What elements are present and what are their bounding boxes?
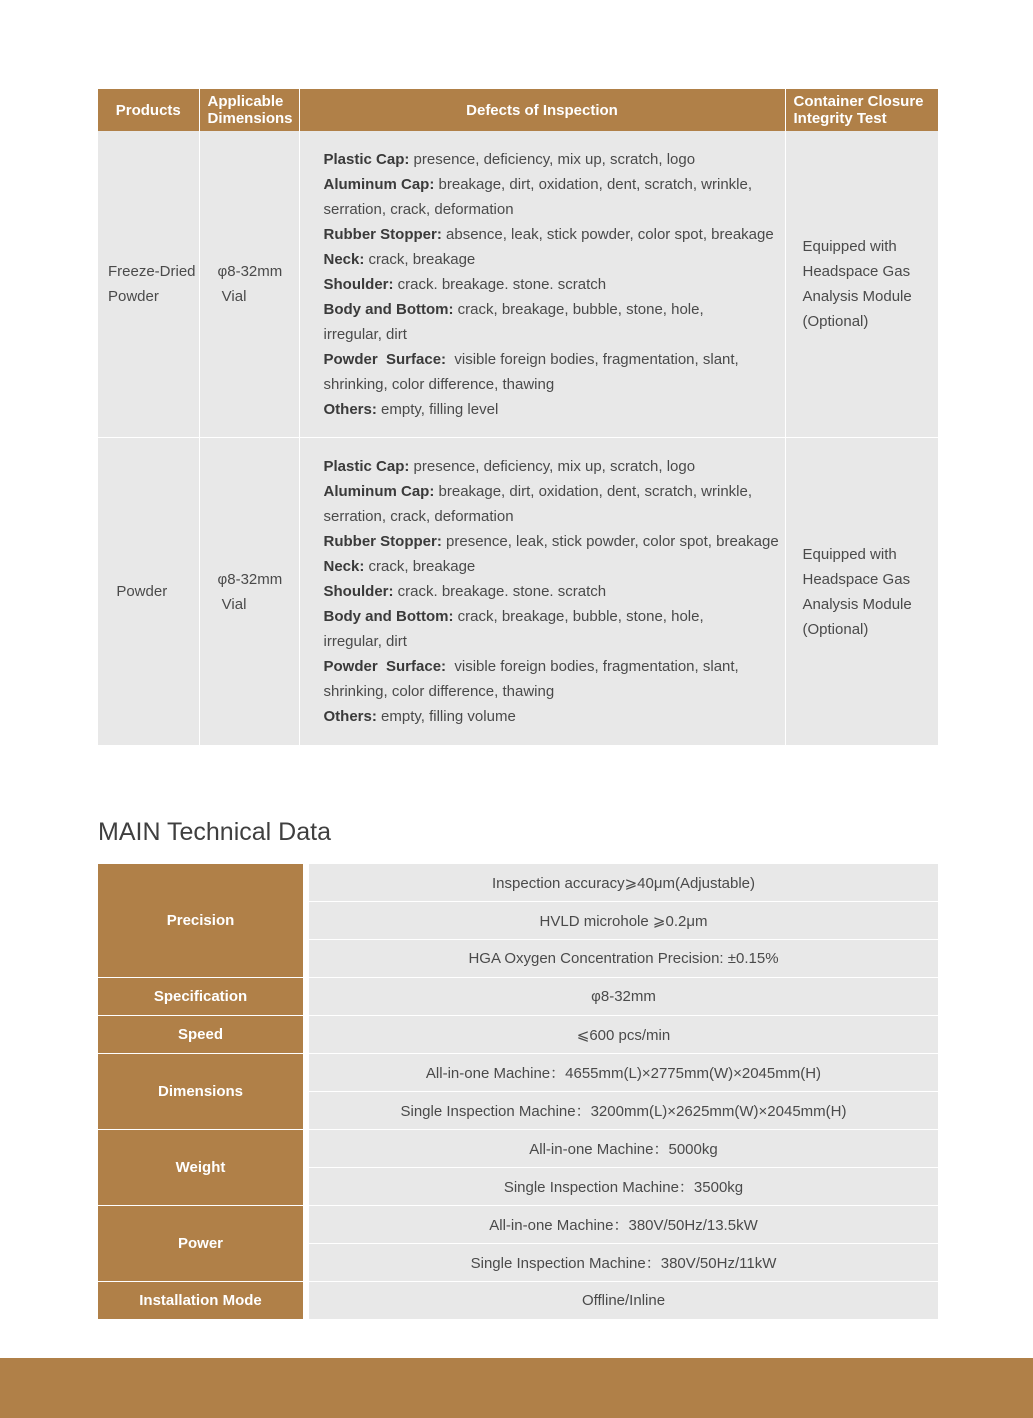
- cci-line: Equipped with: [802, 238, 897, 255]
- defect-label: Powder Surface:: [323, 350, 447, 368]
- dimension-line: Vial: [217, 595, 247, 613]
- defect-line: [324, 247, 775, 272]
- spec-values: [309, 1206, 938, 1281]
- spec-group: [98, 1016, 938, 1054]
- defect-text: empty, filling level: [376, 400, 499, 418]
- spec-label: Weight: [98, 1130, 303, 1205]
- defects-cell: [299, 131, 785, 438]
- inspection-row: [98, 438, 938, 746]
- dimension-line: Vial: [217, 288, 247, 305]
- defect-line: [324, 629, 775, 654]
- defect-line: [324, 504, 775, 529]
- defect-text: breakage, dirt, oxidation, dent, scratch, wrinkle,: [434, 483, 753, 500]
- defect-label: Others:: [323, 400, 377, 418]
- defect-label: Others:: [323, 708, 377, 725]
- cci-line: (Optional): [802, 313, 869, 330]
- dimension-cell: [199, 131, 299, 438]
- cci-cell: [785, 438, 938, 746]
- defect-text: irregular, dirt: [323, 325, 407, 343]
- defect-text: crack. breakage. stone. scratch: [393, 583, 607, 600]
- defects-cell: [299, 438, 785, 746]
- cci-cell: [785, 131, 938, 438]
- spec-value: Single Inspection Machine：3200mm(L)×2625mm(W)×2045mm(H): [309, 1092, 938, 1129]
- defect-line: [323, 529, 779, 554]
- dimension-line: φ8-32mm: [217, 263, 283, 280]
- spec-group: [98, 1054, 938, 1130]
- product-line: Powder: [108, 583, 168, 600]
- spec-value: HVLD microhole ⩾0.2μm: [309, 902, 938, 940]
- defect-label: Rubber Stopper:: [323, 533, 442, 550]
- defect-text: empty, filling volume: [376, 708, 516, 725]
- cci-line: Equipped with: [802, 545, 897, 563]
- defect-line: [324, 297, 775, 322]
- defect-text: presence, deficiency, mix up, scratch, logo: [409, 458, 696, 475]
- spec-value: All-in-one Machine：4655mm(L)×2775mm(W)×2045mm(H): [309, 1054, 938, 1092]
- product-line: Freeze-Dried: [108, 263, 196, 280]
- spec-values: [309, 864, 938, 977]
- defect-line: [324, 397, 775, 422]
- spec-label: Precision: [98, 864, 303, 977]
- defect-line: [324, 347, 775, 372]
- defect-text: absence, leak, stick powder, color spot, breakage: [441, 225, 774, 243]
- defect-label: Neck:: [323, 558, 365, 575]
- cci-line: Headspace Gas: [802, 570, 911, 588]
- defect-text: crack, breakage, bubble, stone, hole,: [453, 300, 704, 318]
- defect-text: serration, crack, deformation: [323, 200, 514, 218]
- defect-text: crack, breakage: [364, 250, 476, 268]
- header-products: Products: [98, 89, 199, 131]
- product-cell: [98, 438, 199, 746]
- spec-values: [309, 978, 938, 1015]
- defect-label: Rubber Stopper:: [323, 225, 442, 243]
- defect-text: visible foreign bodies, fragmentation, slant,: [446, 350, 739, 368]
- defect-text: crack. breakage. stone. scratch: [393, 275, 607, 293]
- spec-values: [309, 1130, 938, 1205]
- defect-text: serration, crack, deformation: [323, 508, 514, 525]
- defect-label: Shoulder:: [323, 275, 394, 293]
- inspection-table: [98, 89, 938, 745]
- spec-group: [98, 1282, 938, 1320]
- spec-label: Power: [98, 1206, 303, 1281]
- cci-line: Headspace Gas: [802, 263, 911, 280]
- defect-line: [324, 679, 775, 704]
- defect-label: Neck:: [323, 250, 365, 268]
- spec-value: φ8-32mm: [309, 978, 938, 1015]
- cci-line: (Optional): [802, 620, 869, 638]
- spec-value: All-in-one Machine：5000kg: [309, 1130, 938, 1168]
- defect-text: visible foreign bodies, fragmentation, slant,: [446, 658, 739, 675]
- spec-group: [98, 864, 938, 978]
- defect-line: [324, 654, 775, 679]
- defect-label: Aluminum Cap:: [323, 175, 435, 193]
- spec-label: Dimensions: [98, 1054, 303, 1129]
- spec-label: Specification: [98, 978, 303, 1015]
- defect-text: shrinking, color difference, thawing: [323, 683, 555, 700]
- spec-group: [98, 1206, 938, 1282]
- spec-value: Single Inspection Machine：3500kg: [309, 1168, 938, 1205]
- inspection-header-row: [98, 89, 938, 131]
- spec-value: ⩽600 pcs/min: [309, 1016, 938, 1053]
- defect-line: [324, 147, 775, 172]
- defect-text: irregular, dirt: [323, 633, 407, 650]
- defect-line: [324, 322, 775, 347]
- spec-value: Inspection accuracy⩾40μm(Adjustable): [309, 864, 938, 902]
- technical-data-table: [98, 864, 938, 1320]
- defect-text: breakage, dirt, oxidation, dent, scratch, wrinkle,: [434, 175, 753, 193]
- defect-line: [324, 554, 775, 579]
- dimension-cell: [199, 438, 299, 746]
- defect-text: crack, breakage: [364, 558, 476, 575]
- defect-label: Shoulder:: [323, 583, 394, 600]
- defect-label: Plastic Cap:: [323, 150, 410, 168]
- cci-line: Analysis Module: [802, 288, 912, 305]
- spec-values: [309, 1282, 938, 1319]
- defect-line: [324, 454, 775, 479]
- defect-label: Aluminum Cap:: [323, 483, 435, 500]
- defect-text: presence, deficiency, mix up, scratch, logo: [409, 150, 696, 168]
- spec-values: [309, 1016, 938, 1053]
- inspection-row: [98, 131, 938, 438]
- defect-line: [324, 172, 775, 197]
- spec-group: [98, 1130, 938, 1206]
- defect-line: [324, 372, 775, 397]
- spec-label: Speed: [98, 1016, 303, 1053]
- defect-text: crack, breakage, bubble, stone, hole,: [453, 608, 704, 625]
- defect-line: [324, 272, 775, 297]
- defect-line: [324, 579, 775, 604]
- spec-group: [98, 978, 938, 1016]
- defect-label: Plastic Cap:: [323, 458, 410, 475]
- defect-line: [324, 704, 775, 729]
- header-dimensions: Applicable Dimensions: [199, 89, 299, 131]
- header-defects: Defects of Inspection: [299, 89, 785, 131]
- spec-value: HGA Oxygen Concentration Precision: ±0.15%: [309, 940, 938, 977]
- section-title: MAIN Technical Data: [98, 818, 331, 846]
- defect-line: [324, 197, 775, 222]
- spec-label: Installation Mode: [98, 1282, 303, 1319]
- spec-values: [309, 1054, 938, 1129]
- spec-value: Single Inspection Machine：380V/50Hz/11kW: [309, 1244, 938, 1281]
- product-line: Powder: [108, 288, 159, 305]
- spec-value: Offline/Inline: [309, 1282, 938, 1319]
- dimension-line: φ8-32mm: [217, 570, 283, 588]
- defect-text: presence, leak, stick powder, color spot, breakage: [441, 533, 779, 550]
- defect-line: [324, 222, 775, 247]
- product-cell: [98, 131, 199, 438]
- cci-line: Analysis Module: [802, 595, 912, 613]
- defect-line: [324, 604, 775, 629]
- defect-line: [324, 479, 775, 504]
- footer-bar: [0, 1358, 1033, 1418]
- spec-value: All-in-one Machine：380V/50Hz/13.5kW: [309, 1206, 938, 1244]
- defect-label: Body and Bottom:: [323, 300, 454, 318]
- defect-text: shrinking, color difference, thawing: [323, 375, 555, 393]
- defect-label: Powder Surface:: [323, 658, 447, 675]
- defect-label: Body and Bottom:: [323, 608, 454, 625]
- header-cci: Container Closure Integrity Test: [785, 89, 938, 131]
